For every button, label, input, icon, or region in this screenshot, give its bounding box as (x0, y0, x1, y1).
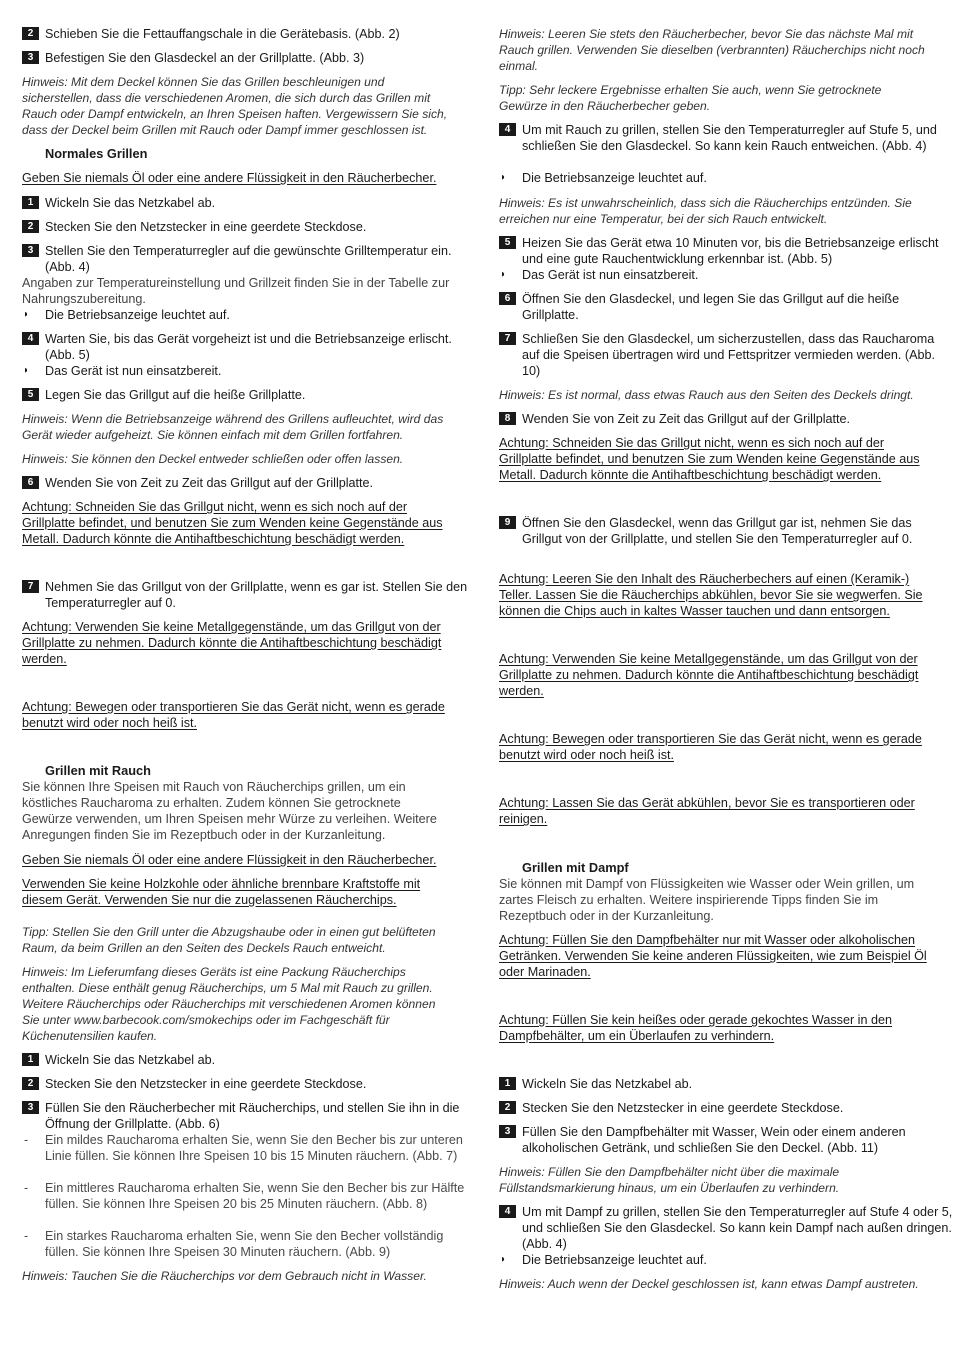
warning-text (499, 932, 931, 980)
step-number-badge: 4 (499, 1205, 516, 1218)
block-text: Warten Sie, bis das Gerät vorgeheizt ist und die Betriebsanzeige erlischt. (Abb. 5) (45, 332, 452, 362)
warning-text (22, 170, 454, 186)
note-text (499, 82, 931, 114)
step-6 (499, 291, 954, 323)
block-text: Die Betriebsanzeige leuchtet auf. (45, 308, 230, 322)
block-text: Öffnen Sie den Glasdeckel, und legen Sie das Grillgut auf die heiße Grillplatte. (522, 292, 900, 322)
block-text: Grillen mit Dampf (522, 860, 629, 875)
block-text: Wickeln Sie das Netzkabel ab. (45, 196, 216, 210)
block-text: Füllen Sie den Dampfbehälter mit Wasser, Wein oder einem anderen alkoholischen Getränk, und schließen Sie den Deckel. (Abb. 11) (522, 1125, 906, 1155)
step-number-badge: 9 (499, 516, 516, 529)
block-text: Tipp: Stellen Sie den Grill unter die Abzugshaube oder in einen gut belüfteten Raum, da beim Grillen an den Seiten des Deckels Rauch entweicht. (22, 925, 436, 955)
step-4 (22, 331, 477, 363)
block-text: Füllen Sie den Räucherbecher mit Räucherchips, und stellen Sie ihn in die Öffnung der Grillplatte. (Abb. 6) (45, 1101, 460, 1131)
step-2 (22, 219, 477, 235)
step-3 (22, 50, 477, 66)
result-bullet (499, 170, 954, 186)
block-text: Wickeln Sie das Netzkabel ab. (522, 1077, 693, 1091)
section-heading (22, 146, 477, 162)
block-text: Geben Sie niemals Öl oder eine andere Flüssigkeit in den Räucherbecher. (22, 853, 437, 867)
block-text: Legen Sie das Grillgut auf die heiße Grillplatte. (45, 388, 306, 402)
dash-icon: - (24, 1229, 29, 1243)
step-3 (499, 1124, 954, 1156)
step-number-badge: 2 (499, 1101, 516, 1114)
block-text: Sie können mit Dampf von Flüssigkeiten wie Wasser oder Wein grillen, um zartes Fleisch zu erhalten. Weitere inspirierende Tipps finden Sie im Rezeptbuch oder in der Kurzanleitung. (499, 877, 915, 923)
note-text (499, 195, 931, 227)
block-text: Hinweis: Es ist normal, dass etwas Rauch aus den Seiten des Deckels dringt. (499, 388, 914, 402)
result-bullet (499, 267, 954, 283)
body-text (499, 876, 931, 924)
step-number-badge: 8 (499, 412, 516, 425)
block-text: Ein starkes Raucharoma erhalten Sie, wenn Sie den Becher vollständig füllen. Sie können Ihre Speisen 30 Minuten räuchern. (Abb. 9) (45, 1229, 444, 1259)
step-1 (22, 1052, 477, 1068)
block-text: Achtung: Lassen Sie das Gerät abkühlen, bevor Sie es transportieren oder reinigen. (499, 796, 915, 826)
body-text (22, 275, 454, 307)
step-number-badge: 3 (22, 51, 39, 64)
dash-icon: - (24, 1133, 29, 1147)
step-number-badge: 5 (499, 236, 516, 249)
block-text: Grillen mit Rauch (45, 763, 151, 778)
block-text: Stecken Sie den Netzstecker in eine geerdete Steckdose. (45, 220, 367, 234)
warning-text (22, 876, 454, 908)
step-6 (22, 475, 477, 491)
block-text: Achtung: Füllen Sie den Dampfbehälter nur mit Wasser oder alkoholischen Getränken. Verwenden Sie keine anderen Flüssigkeiten, wie zum Beispiel Öl oder Marinaden. (499, 933, 927, 979)
note-text (499, 1164, 931, 1196)
block-text: Achtung: Bewegen oder transportieren Sie das Gerät nicht, wenn es gerade benutzt wird oder noch heiß ist. (22, 700, 445, 730)
warning-text (499, 1012, 931, 1044)
block-text: Schieben Sie die Fettauffangschale in die Gerätebasis. (Abb. 2) (45, 27, 400, 41)
bullet-icon: ◗ (23, 309, 30, 320)
warning-text (22, 619, 454, 667)
block-text: Ein mittleres Raucharoma erhalten Sie, wenn Sie den Becher bis zur Hälfte füllen. Sie können Ihre Speisen 20 bis 25 Minuten räuchern. (Abb. 8) (45, 1181, 465, 1211)
block-text: Normales Grillen (45, 146, 148, 161)
step-2 (22, 26, 477, 42)
step-number-badge: 7 (22, 580, 39, 593)
note-text (22, 1268, 454, 1284)
step-number-badge: 7 (499, 332, 516, 345)
step-number-badge: 2 (22, 27, 39, 40)
note-text (499, 387, 931, 403)
warning-text (499, 435, 931, 483)
block-text: Hinweis: Auch wenn der Deckel geschlossen ist, kann etwas Dampf austreten. (499, 1277, 919, 1291)
step-number-badge: 2 (22, 220, 39, 233)
step-number-badge: 1 (22, 1053, 39, 1066)
dash-icon: - (24, 1181, 29, 1195)
note-text (499, 26, 931, 74)
block-text: Achtung: Füllen Sie kein heißes oder gerade gekochtes Wasser in den Dampfbehälter, um ein Überlaufen zu verhindern. (499, 1013, 892, 1043)
bullet-icon: ◗ (23, 365, 30, 376)
note-text (499, 1276, 931, 1292)
dash-list-item (22, 1180, 477, 1212)
step-2 (22, 1076, 477, 1092)
block-text: Sie können Ihre Speisen mit Rauch von Räucherchips grillen, um ein köstliches Raucharoma zu erhalten. Zudem können Sie getrocknete Gewürze verwenden, um Ihren Speisen mehr Würze zu verleihen. Weitere Anregungen finden Sie im Rezeptbuch oder in der Kurzanleitung. (22, 780, 437, 842)
block-text: Das Gerät ist nun einsatzbereit. (45, 364, 222, 378)
step-3 (22, 1100, 477, 1132)
step-5 (22, 387, 477, 403)
block-text: Um mit Dampf zu grillen, stellen Sie den Temperaturregler auf Stufe 4 oder 5, und schließen Sie den Glasdeckel. So kann kein Dampf nach außen dringen. (Abb. 4) (522, 1205, 953, 1251)
bullet-icon: ◗ (500, 269, 507, 280)
dash-list-item (22, 1228, 477, 1260)
step-4 (499, 1204, 954, 1252)
step-4 (499, 122, 954, 154)
note-text (22, 924, 454, 956)
result-bullet (499, 1252, 954, 1268)
body-text (22, 779, 454, 843)
warning-text (22, 699, 454, 731)
block-text: Achtung: Schneiden Sie das Grillgut nicht, wenn es sich noch auf der Grillplatte befindet, und benutzen Sie zum Wenden keine Gegenstände aus Metall. Dadurch könnte die Antihaftbeschichtung beschädigt werden. (22, 500, 443, 546)
block-text: Wickeln Sie das Netzkabel ab. (45, 1053, 216, 1067)
block-text: Achtung: Verwenden Sie keine Metallgegenstände, um das Grillgut von der Grillplatte zu nehmen. Dadurch könnte die Antihaftbeschichtung beschädigt werden. (499, 652, 919, 698)
block-text: Die Betriebsanzeige leuchtet auf. (522, 171, 707, 185)
block-text: Öffnen Sie den Glasdeckel, wenn das Grillgut gar ist, nehmen Sie das Grillgut von der Grillplatte, und stellen Sie den Temperaturregler auf 0. (522, 516, 913, 546)
block-text: Achtung: Verwenden Sie keine Metallgegenstände, um das Grillgut von der Grillplatte zu nehmen. Dadurch könnte die Antihaftbeschichtung beschädigt werden. (22, 620, 442, 666)
warning-text (22, 499, 454, 547)
warning-text (499, 731, 931, 763)
step-1 (499, 1076, 954, 1092)
block-text: Hinweis: Tauchen Sie die Räucherchips vor dem Gebrauch nicht in Wasser. (22, 1269, 427, 1283)
step-number-badge: 2 (22, 1077, 39, 1090)
block-text: Hinweis: Füllen Sie den Dampfbehälter nicht über die maximale Füllstandsmarkierung hinaus, um ein Überlaufen zu verhindern. (499, 1165, 840, 1195)
block-text: Hinweis: Leeren Sie stets den Räucherbecher, bevor Sie das nächste Mal mit Rauch grillen. Verwenden Sie dieselben (verbrannten) Räucherchips nicht noch einmal. (499, 27, 925, 73)
note-text (22, 74, 454, 138)
block-text: Die Betriebsanzeige leuchtet auf. (522, 1253, 707, 1267)
step-2 (499, 1100, 954, 1116)
step-number-badge: 3 (22, 1101, 39, 1114)
block-text: Hinweis: Im Lieferumfang dieses Geräts ist eine Packung Räucherchips enthalten. Diese enthält genug Räucherchips, um 5 Mal mit Rauch zu grillen. Weitere Räucherchips oder Räucherchips mit verschiedenen Aromen können Sie unter www.barbecook.com/smokechips oder im Fachgeschäft für Küchenutensilien kaufen. (22, 965, 436, 1043)
block-text: Befestigen Sie den Glasdeckel an der Grillplatte. (Abb. 3) (45, 51, 365, 65)
result-bullet (22, 307, 477, 323)
note-text (22, 411, 454, 443)
block-text: Heizen Sie das Gerät etwa 10 Minuten vor, bis die Betriebsanzeige erlischt und eine gute Rauchentwicklung erkennbar ist. (Abb. 5) (522, 236, 939, 266)
block-text: Geben Sie niemals Öl oder eine andere Flüssigkeit in den Räucherbecher. (22, 171, 437, 185)
warning-text (22, 852, 454, 868)
block-text: Achtung: Schneiden Sie das Grillgut nicht, wenn es sich noch auf der Grillplatte befindet, und benutzen Sie zum Wenden keine Gegenstände aus Metall. Dadurch könnte die Antihaftbeschichtung beschädigt werden. (499, 436, 920, 482)
result-bullet (22, 363, 477, 379)
step-number-badge: 3 (22, 244, 39, 257)
block-text: Stellen Sie den Temperaturregler auf die gewünschte Grilltemperatur ein. (Abb. 4) (45, 244, 452, 274)
section-heading (499, 860, 954, 876)
step-number-badge: 6 (499, 292, 516, 305)
warning-text (499, 571, 931, 619)
warning-text (499, 651, 931, 699)
block-text: Hinweis: Sie können den Deckel entweder schließen oder offen lassen. (22, 452, 404, 466)
block-text: Hinweis: Mit dem Deckel können Sie das Grillen beschleunigen und sicherstellen, dass die verschiedenen Aromen, die sich durch das Grillen mit Rauch oder Dampf entwickeln, an Ihren Speisen haften. Vergewissern Sie sich, dass der Deckel beim Grillen mit Rauch oder Dampf immer geschlossen ist. (22, 75, 448, 137)
step-number-badge: 1 (499, 1077, 516, 1090)
block-text: Nehmen Sie das Grillgut von der Grillplatte, wenn es gar ist. Stellen Sie den Temperaturregler auf 0. (45, 580, 468, 610)
block-text: Tipp: Sehr leckere Ergebnisse erhalten Sie auch, wenn Sie getrocknete Gewürze in den Räucherbecher geben. (499, 83, 882, 113)
block-text: Stecken Sie den Netzstecker in eine geerdete Steckdose. (522, 1101, 844, 1115)
step-8 (499, 411, 954, 427)
block-text: Angaben zur Temperatureinstellung und Grillzeit finden Sie in der Tabelle zur Nahrungszubereitung. (22, 276, 450, 306)
section-heading (22, 763, 477, 779)
note-text (22, 964, 454, 1044)
step-number-badge: 6 (22, 476, 39, 489)
block-text: Schließen Sie den Glasdeckel, um sicherzustellen, dass das Raucharoma auf die Speisen übertragen wird und Fettspritzer vermieden werden. (Abb. 10) (522, 332, 936, 378)
block-text: Wenden Sie von Zeit zu Zeit das Grillgut auf der Grillplatte. (522, 412, 851, 426)
block-text: Wenden Sie von Zeit zu Zeit das Grillgut auf der Grillplatte. (45, 476, 374, 490)
bullet-icon: ◗ (500, 1254, 507, 1265)
bullet-icon: ◗ (500, 172, 507, 183)
step-3 (22, 243, 477, 275)
block-text: Achtung: Leeren Sie den Inhalt des Räucherbechers auf einen (Keramik-) Teller. Lassen Sie die Räucherchips abkühlen, bevor Sie sie wegwerfen. Sie können die Chips auch in kaltes Wasser tauchen und dann entsorgen. (499, 572, 923, 618)
step-number-badge: 4 (499, 123, 516, 136)
warning-text (499, 795, 931, 827)
step-number-badge: 3 (499, 1125, 516, 1138)
block-text: Das Gerät ist nun einsatzbereit. (522, 268, 699, 282)
block-text: Stecken Sie den Netzstecker in eine geerdete Steckdose. (45, 1077, 367, 1091)
block-text: Hinweis: Wenn die Betriebsanzeige während des Grillens aufleuchtet, wird das Gerät wieder aufgeheizt. Sie können einfach mit dem Grillen fortfahren. (22, 412, 444, 442)
step-number-badge: 1 (22, 196, 39, 209)
step-7 (499, 331, 954, 379)
block-text: Verwenden Sie keine Holzkohle oder ähnliche brennbare Kraftstoffe mit diesem Gerät. Verwenden Sie nur die zugelassenen Räucherchips. (22, 877, 421, 907)
step-1 (22, 195, 477, 211)
step-5 (499, 235, 954, 267)
step-number-badge: 4 (22, 332, 39, 345)
block-text: Hinweis: Es ist unwahrscheinlich, dass sich die Räucherchips entzünden. Sie erreichen nur eine Temperatur, bei der sich Rauch entwickelt. (499, 196, 912, 226)
step-9 (499, 515, 954, 547)
block-text: Achtung: Bewegen oder transportieren Sie das Gerät nicht, wenn es gerade benutzt wird oder noch heiß ist. (499, 732, 922, 762)
step-7 (22, 579, 477, 611)
step-number-badge: 5 (22, 388, 39, 401)
dash-list-item (22, 1132, 477, 1164)
block-text: Um mit Rauch zu grillen, stellen Sie den Temperaturregler auf Stufe 5, und schließen Sie den Glasdeckel. So kann kein Rauch entweichen. (Abb. 4) (522, 123, 937, 153)
note-text (22, 451, 454, 467)
block-text: Ein mildes Raucharoma erhalten Sie, wenn Sie den Becher bis zur unteren Linie füllen. Sie können Ihre Speisen 10 bis 15 Minuten räuchern. (Abb. 7) (45, 1133, 463, 1163)
